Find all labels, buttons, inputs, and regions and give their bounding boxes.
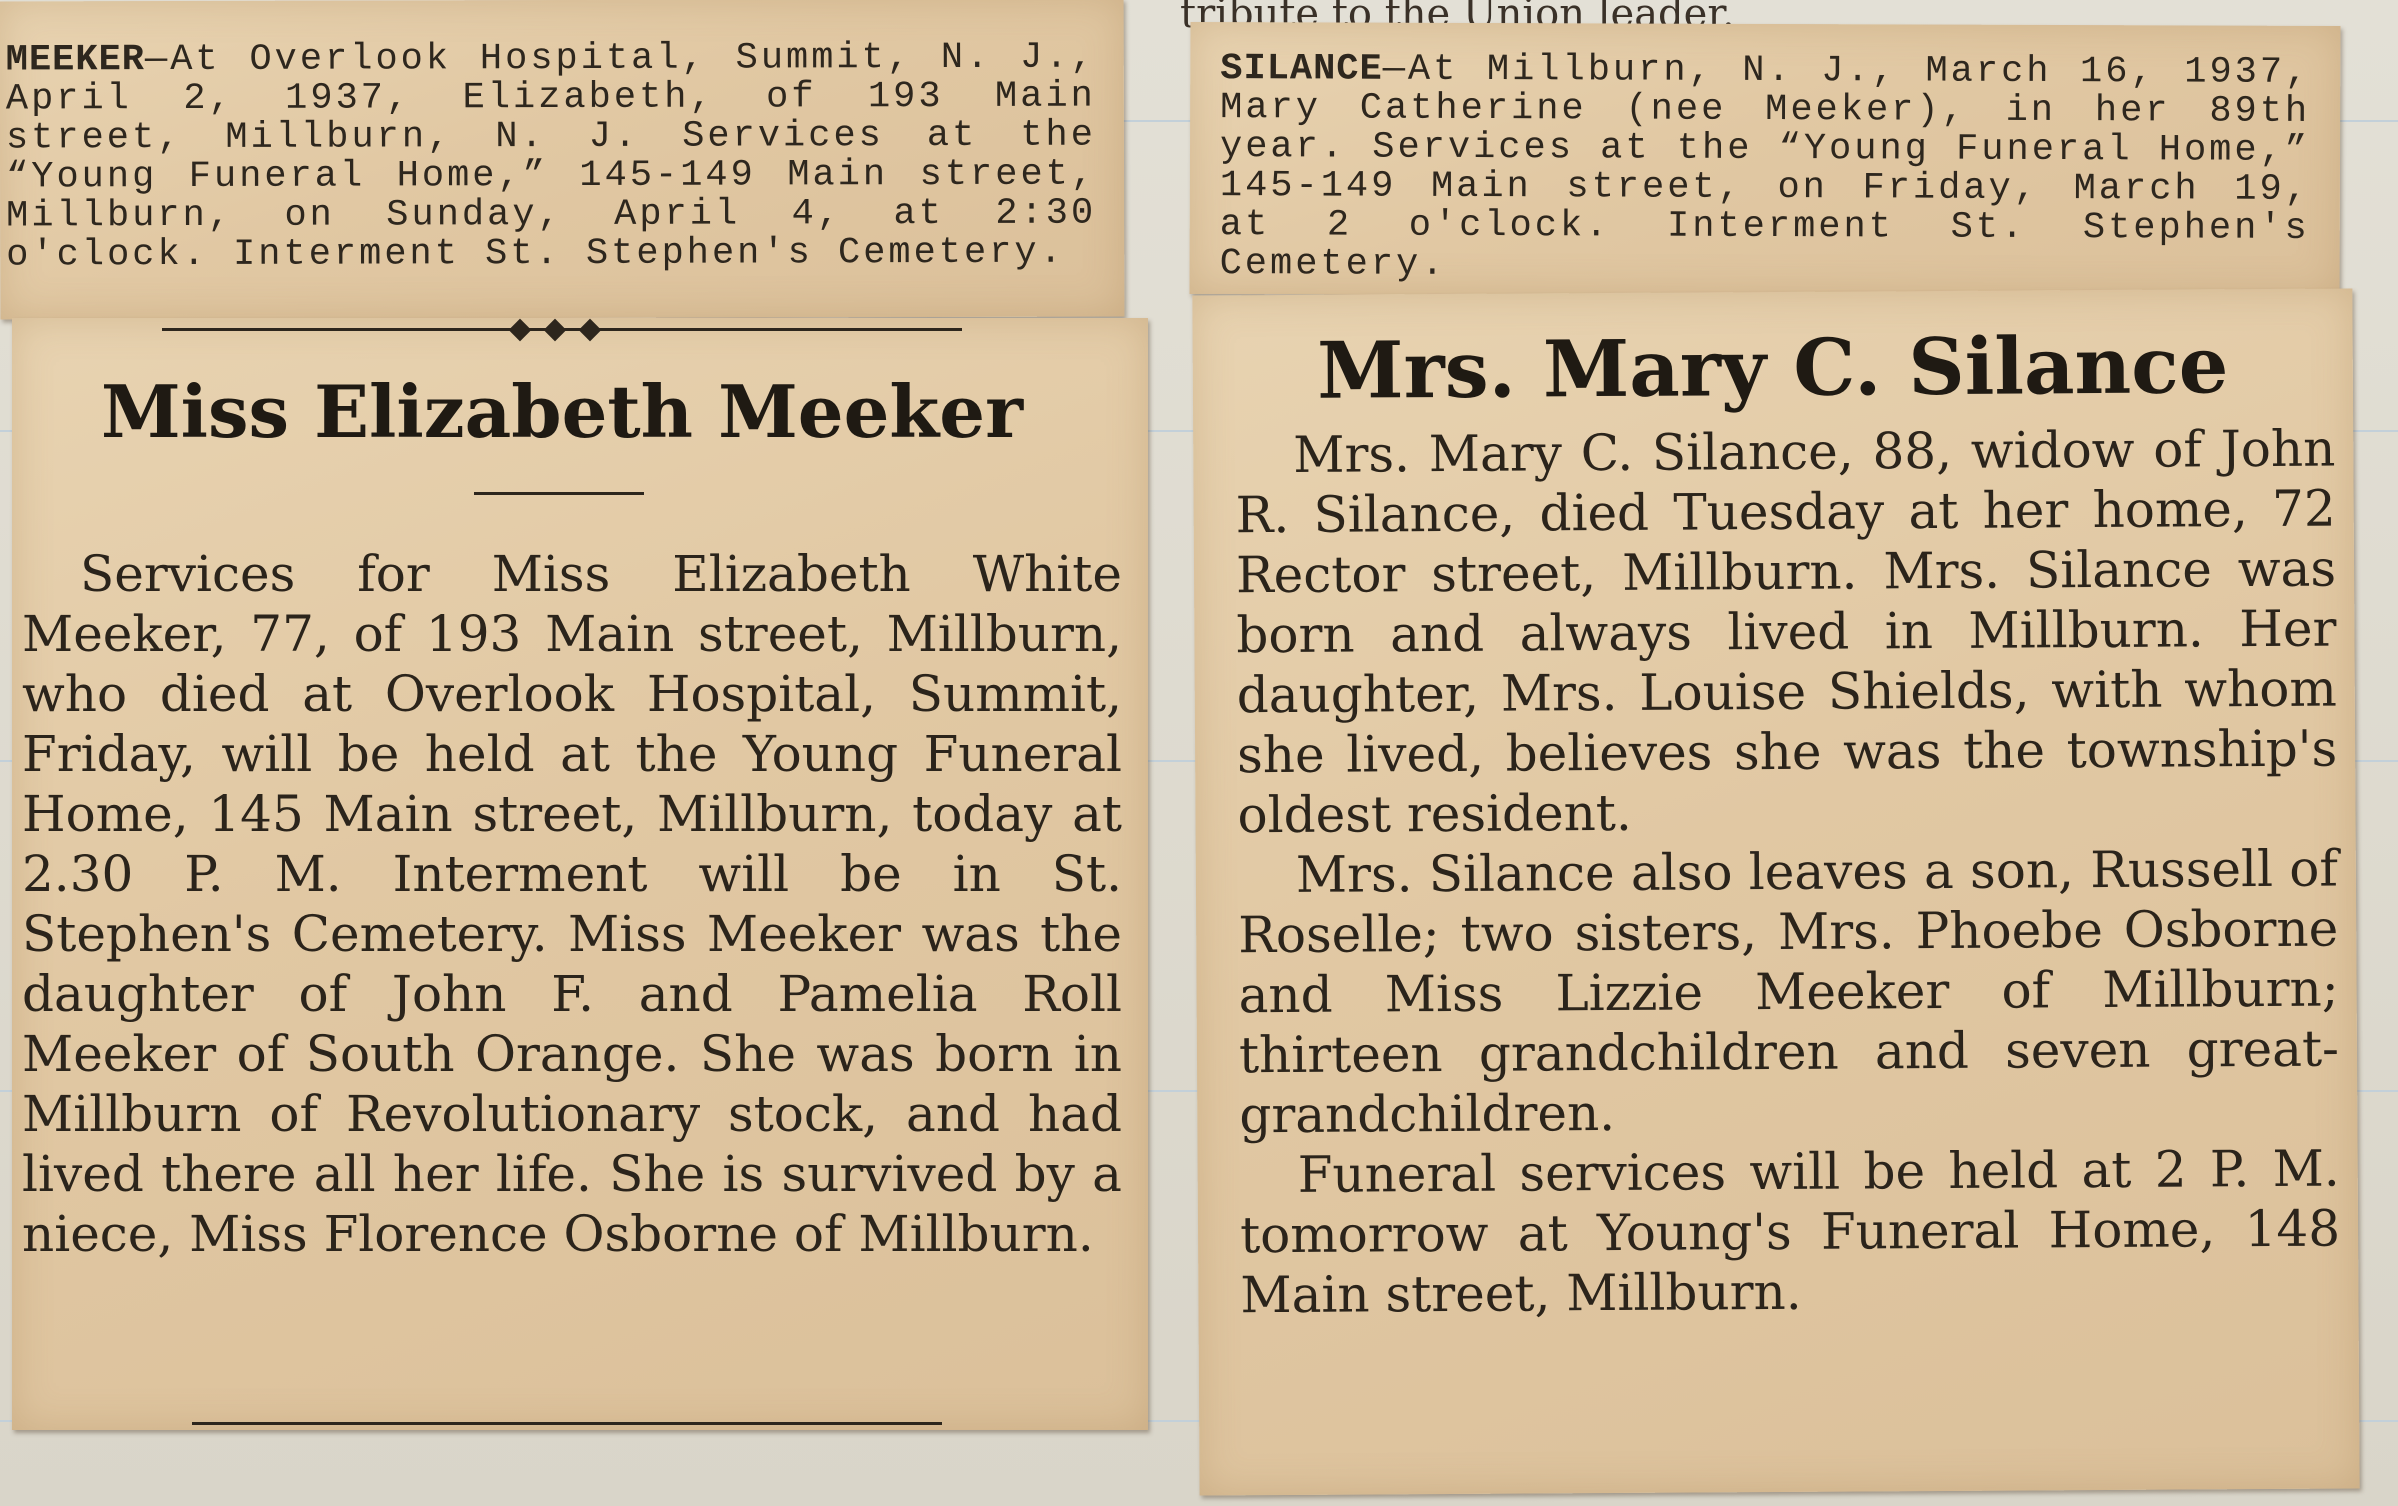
headline-rule xyxy=(474,492,644,495)
ornament-icon xyxy=(509,319,532,342)
silance-notice-text xyxy=(1220,50,2311,288)
silance-article-paragraph: Funeral services will be held at 2 P. M. tomorrow at Young's Funeral Home, 148 Main street, Millburn. xyxy=(1239,1139,2341,1325)
partial-clipping-text xyxy=(1180,0,2140,12)
silance-article-clipping xyxy=(1192,288,2359,1495)
silance-headline: Mrs. Mary C. Silance xyxy=(1316,320,2229,417)
silance-article-paragraph: Mrs. Mary C. Silance, 88, widow of John R. Silance, died Tuesday at her home, 72 Rector street, Millburn. Mrs. Silance was born and always lived in Millburn. Her daughter, Mrs. Louise Shields, with whom she lived, believes she was the township's oldest resident. xyxy=(1235,419,2338,845)
ornament-icon xyxy=(544,319,567,342)
meeker-article-clipping xyxy=(12,318,1148,1430)
silance-article-paragraph: Mrs. Silance also leaves a son, Russell of Roselle; two sisters, Mrs. Phoebe Osborne and Miss Lizzie Meeker of Millburn; thirteen grandchildren and seven great-grandchildren. xyxy=(1238,839,2340,1145)
silance-notice-lead: SILANCE xyxy=(1220,48,1383,91)
meeker-notice-clipping xyxy=(0,0,1124,319)
ornament-icon xyxy=(579,319,602,342)
silance-article-body xyxy=(1235,419,2340,1326)
meeker-article-paragraph: Services for Miss Elizabeth White Meeker, 77, of 193 Main street, Millburn, who died at Overlook Hospital, Summit, Friday, will be held at the Young Funeral Home, 145 Main street, Millburn, today at 2.30 P. M. Interment will be in St. Stephen's Cemetery. Miss Meeker was the daughter of John F. and Pamelia Roll Meeker of South Orange. She was born in Millburn of Revolutionary stock, and had lived there all her life. She is survived by a niece, Miss Florence Osborne of Millburn. xyxy=(22,545,1122,1263)
meeker-notice-body: —At Overlook Hospital, Summit, N. J., April 2, 1937, Elizabeth, of 193 Main street, Millburn, N. J. Services at the “Young Funeral Home,” 145-149 Main street, Millburn, on Sunday, April 4, at 2:30 o'clock. Interment St. Stephen's Cemetery. xyxy=(5,36,1097,277)
meeker-headline: Miss Elizabeth Meeker xyxy=(100,369,1024,454)
meeker-notice-lead: MEEKER xyxy=(5,39,146,82)
silance-notice-body: —At Millburn, N. J., March 16, 1937, Mary Catherine (nee Meeker), in her 89th year. Services at the “Young Funeral Home,” 145-149 Main street, on Friday, March 19, at 2 o'clock. Interment St. Stephen's Cemetery. xyxy=(1219,48,2311,286)
silance-notice-clipping xyxy=(1190,22,2341,298)
bottom-rule xyxy=(192,1422,942,1425)
meeker-notice-text xyxy=(5,36,1097,277)
meeker-article-body xyxy=(22,544,1122,1264)
